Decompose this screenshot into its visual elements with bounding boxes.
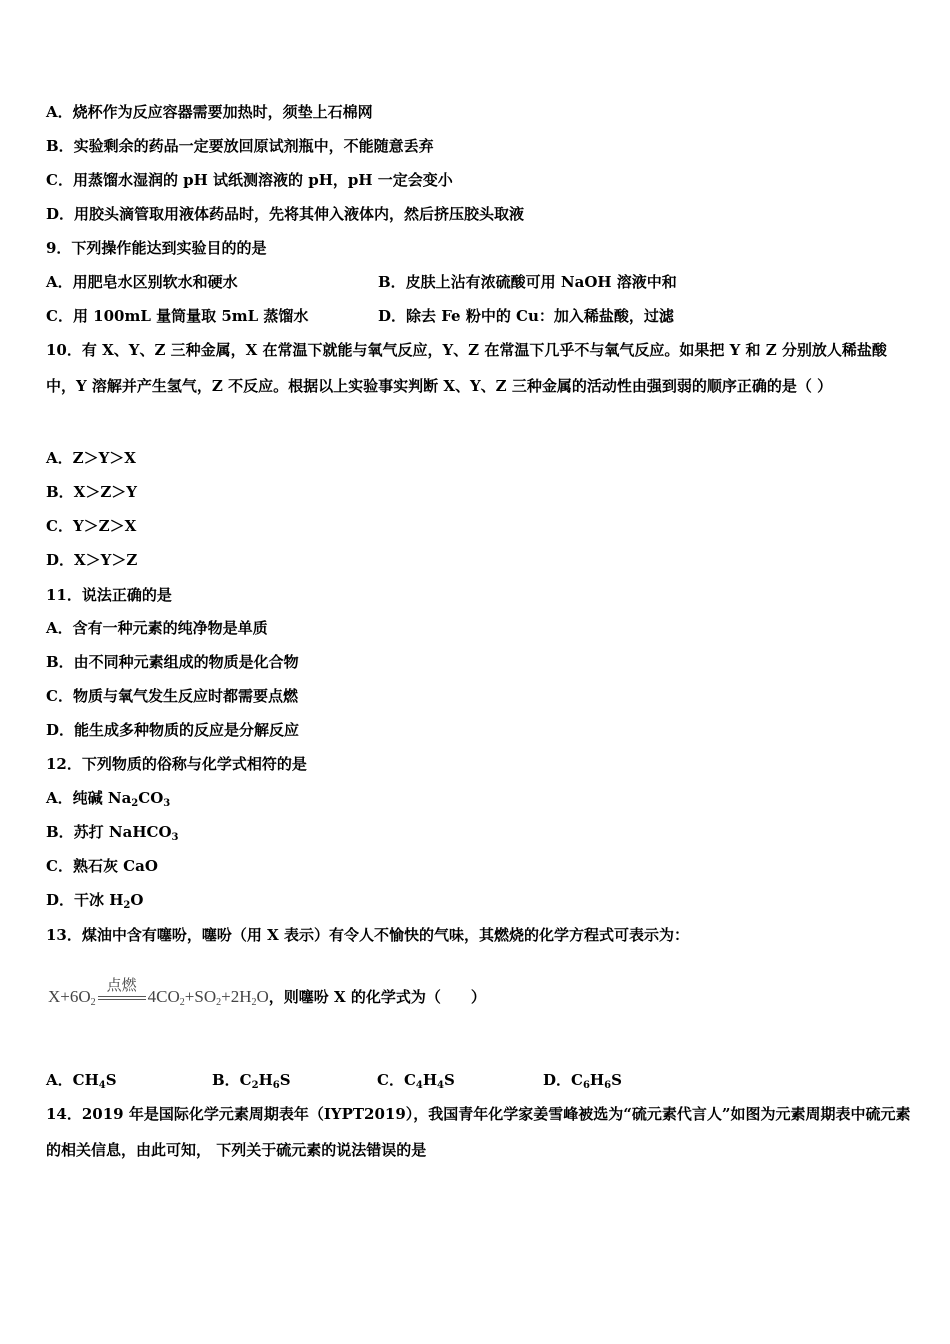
- reaction-arrow: [98, 978, 146, 1000]
- q13-option-a: A．$CH_4S$: [46, 1071, 117, 1091]
- q9-option-a: A．用肥皂水区别软水和硬水: [46, 273, 238, 291]
- q9-option-b: B．皮肤上沾有浓硫酸可用 NaOH 溶液中和: [378, 273, 677, 291]
- q9-option-c: C．用 100mL 量筒量取 5mL 蒸馏水: [46, 307, 309, 325]
- q11-option-d: D．能生成多种物质的反应是分解反应: [46, 721, 300, 739]
- q9-stem: 9．下列操作能达到实验目的的是: [46, 239, 267, 257]
- q8-option-b: B．实验剩余的药品一定要放回原试剂瓶中，不能随意丢弃: [46, 137, 434, 155]
- reaction-condition: 点燃: [106, 978, 137, 995]
- q10-stem: 10．有 X、Y、Z 三种金属，X 在常温下就能与氧气反应，Y、Z 在常温下几乎不与氧气反应。如果把 Y 和 Z 分别放人稀盐酸中，Y 溶解并产生氢气，Z 不反应。根据以上实验事实判断 X、Y、Z 三种金属的活动性由强到弱的顺序正确的是（ ）: [46, 341, 887, 395]
- q13-option-c: C．$C_4H_4S$: [377, 1071, 455, 1091]
- q10-option-d: D．X＞Y＞Z: [46, 551, 138, 569]
- q11-option-c: C．物质与氧气发生反应时都需要点燃: [46, 687, 298, 705]
- q12-option-d: D．干冰 $H_2O$: [46, 891, 144, 911]
- q10-option-b: B．X＞Z＞Y: [46, 483, 137, 501]
- q13-option-b: B．$C_2H_6S$: [212, 1071, 291, 1091]
- q14-stem: 14．2019 年是国际化学元素周期表年（IYPT2019），我国青年化学家姜雪峰被选为“硫元素代言人”如图为元素周期表中硫元素的相关信息，由此可知， 下列关于硫元素的说法错误的是: [46, 1105, 911, 1159]
- q8-option-a: A．烧杯作为反应容器需要加热时，须垫上石棉网: [46, 103, 373, 121]
- q13-question-tail: ，则噻吩 X 的化学式为（ ）: [268, 988, 486, 1006]
- q12-option-b: B．苏打 NaHCO$_3$: [46, 823, 179, 843]
- q12-stem: 12．下列物质的俗称与化学式相符的是: [46, 755, 307, 773]
- q8-option-c: C．用蒸馏水湿润的 pH 试纸测溶液的 pH，pH 一定会变小: [46, 171, 453, 189]
- q10-option-c: C．Y＞Z＞X: [46, 517, 137, 535]
- q8-option-d: D．用胶头滴管取用液体药品时，先将其伸入液体内，然后挤压胶头取液: [46, 205, 525, 223]
- q13-option-d: D．$C_6H_6S$: [543, 1071, 622, 1091]
- q9-option-d: D．除去 Fe 粉中的 Cu：加入稀盐酸，过滤: [378, 307, 674, 325]
- q11-stem: 11．说法正确的是: [46, 586, 172, 604]
- q11-option-a: A．含有一种元素的纯净物是单质: [46, 619, 268, 637]
- chemical-equation: $X+6O_2$ 点燃 $4CO_2+SO_2+2H_2O$，则噻吩 X 的化学式为（ ）: [48, 986, 486, 1007]
- q12-option-c: C．熟石灰 CaO: [46, 857, 158, 875]
- q11-option-b: B．由不同种元素组成的物质是化合物: [46, 653, 299, 671]
- q12-option-a: A．纯碱 $Na_2CO_3$: [46, 789, 171, 809]
- q13-stem: 13．煤油中含有噻吩，噻吩（用 X 表示）有令人不愉快的气味，其燃烧的化学方程式可表示为：: [46, 926, 689, 944]
- q10-option-a: A．Z＞Y＞X: [46, 449, 136, 467]
